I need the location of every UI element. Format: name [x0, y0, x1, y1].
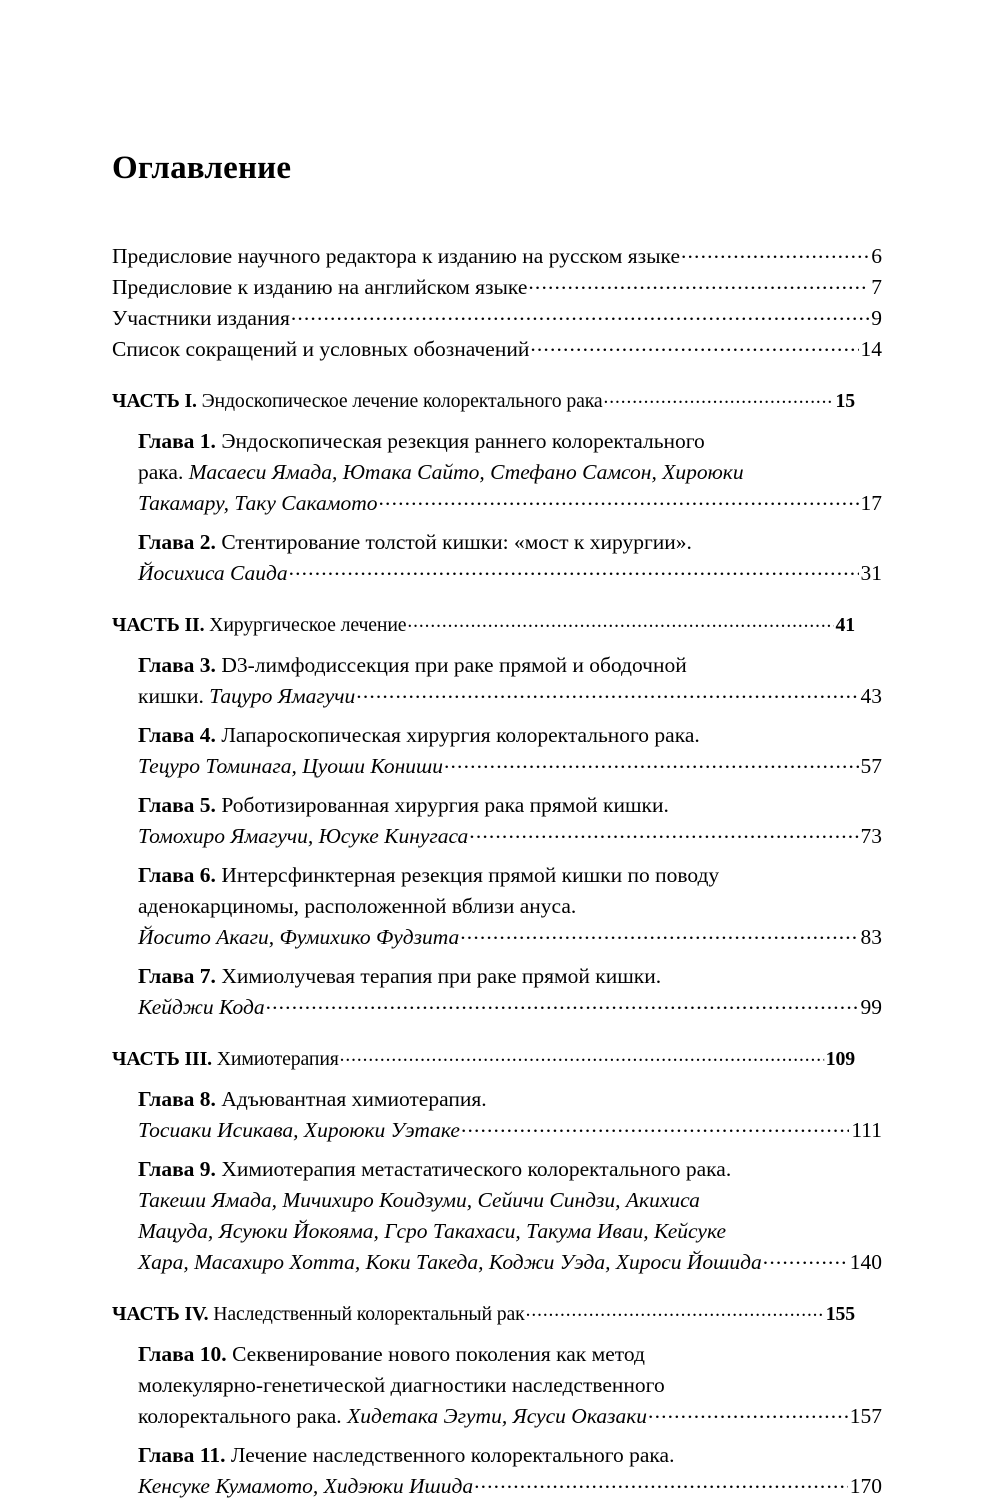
toc-chapter-entry[interactable] — [138, 426, 882, 519]
dot-leader — [603, 387, 833, 408]
toc-chapter-entry[interactable] — [138, 860, 882, 953]
toc-line — [112, 610, 855, 641]
toc-line — [112, 386, 855, 417]
entry-title: Лечение наследственного колоректального рака. — [230, 1443, 675, 1468]
entry-label: Глава 10. — [138, 1342, 227, 1367]
toc-line-with-page — [138, 1115, 882, 1146]
entry-label: Глава 7. — [138, 964, 216, 989]
toc-line — [112, 272, 882, 303]
entry-title: Участники издания — [112, 306, 290, 331]
toc-line-text — [138, 821, 468, 852]
page-number: 155 — [825, 1303, 856, 1326]
toc-front-matter-entry[interactable] — [112, 334, 882, 365]
entry-authors: Хидетака Эгути, Ясуси Оказаки — [347, 1404, 648, 1429]
dot-leader — [469, 822, 858, 844]
toc-line-text — [112, 610, 406, 641]
entry-title: Лапароскопическая хирургия колоректального рака. — [221, 723, 700, 748]
toc-line — [138, 1115, 882, 1146]
toc-line — [138, 1339, 882, 1370]
toc-chapter-entry[interactable] — [138, 720, 882, 782]
entry-label: Глава 4. — [138, 723, 216, 748]
dot-leader — [681, 242, 869, 264]
dot-leader — [461, 1116, 849, 1138]
toc-line-text — [112, 303, 290, 334]
toc-chapter-entry[interactable] — [138, 650, 882, 712]
entry-title: Роботизированная хирургия рака прямой кишки. — [221, 793, 669, 818]
entry-label: Глава 6. — [138, 863, 216, 888]
toc-line — [138, 860, 882, 891]
toc-line-text — [138, 922, 459, 953]
page-number: 31 — [860, 561, 882, 586]
entry-title: колоректального рака. — [138, 1404, 342, 1429]
entry-title: молекулярно-генетической диагностики наследственного — [138, 1373, 665, 1398]
toc-line — [138, 681, 882, 712]
page-number: 9 — [871, 306, 882, 331]
entry-title: Эндоскопическая резекция раннего колоректального — [221, 429, 705, 454]
page-number: 57 — [860, 754, 882, 779]
toc-front-matter-entry[interactable] — [112, 241, 882, 272]
toc-line-text — [138, 558, 288, 589]
entry-authors: Тецуро Томинага, Цуоши Кониши — [138, 754, 443, 779]
entry-title: аденокарциномы, расположенной вблизи ануса. — [138, 894, 577, 919]
toc-line-text — [138, 1471, 473, 1502]
entry-authors: Кенсуке Кумамото, Хидэюки Ишида — [138, 1474, 474, 1499]
entry-authors: Масаеси Ямада, Ютака Сайто, Стефано Самсон, Хироюки — [188, 460, 744, 485]
entry-label: Глава 3. — [138, 653, 216, 678]
dot-leader — [763, 1248, 848, 1270]
toc-line-with-page — [138, 681, 882, 712]
page-title: Оглавление — [112, 150, 292, 186]
toc-line-text — [138, 1115, 460, 1146]
toc-line — [112, 1299, 855, 1330]
entry-label: ЧАСТЬ I. — [112, 390, 197, 413]
toc-entry-list — [112, 241, 882, 1502]
toc-chapter-entry[interactable] — [138, 1084, 882, 1146]
toc-line-text — [138, 488, 378, 519]
toc-line-with-page — [138, 1401, 882, 1432]
page-number: 43 — [860, 684, 882, 709]
page-number: 6 — [871, 244, 882, 269]
toc-chapter-entry[interactable] — [138, 527, 882, 589]
page-number: 7 — [871, 275, 882, 300]
entry-authors: Томохиро Ямагучи, Юсуке Кинугаса — [138, 824, 469, 849]
toc-line-with-page — [112, 334, 882, 365]
dot-leader — [356, 682, 858, 704]
entry-authors: Хара, Масахиро Хотта, Коки Такеда, Коджи Уэда, Хироси Йошида — [138, 1250, 762, 1275]
toc-line-with-page — [138, 1471, 882, 1502]
page-number: 140 — [849, 1250, 882, 1275]
toc-line — [138, 1471, 882, 1502]
page-number: 14 — [860, 337, 882, 362]
entry-title: Хирургическое лечение — [209, 614, 407, 637]
toc-line-text — [138, 1247, 762, 1278]
entry-label: ЧАСТЬ IV. — [112, 1303, 209, 1326]
toc-line — [138, 891, 882, 922]
entry-label: Глава 11. — [138, 1443, 226, 1468]
toc-part-heading[interactable] — [112, 386, 855, 417]
entry-title: Предисловие к изданию на английском языке — [112, 275, 528, 300]
toc-line — [112, 303, 882, 334]
toc-line-with-page — [138, 821, 882, 852]
toc-line — [138, 1154, 882, 1185]
entry-authors: Такамару, Таку Сакамото — [138, 491, 378, 516]
toc-line — [138, 922, 882, 953]
entry-title: Эндоскопическое лечение колоректального рака — [201, 390, 603, 413]
entry-title: Адъювантная химиотерапия. — [221, 1087, 487, 1112]
page-number: 157 — [849, 1404, 882, 1429]
toc-part-heading[interactable] — [112, 1299, 855, 1330]
entry-authors: Йосихиса Саида — [138, 561, 288, 586]
toc-line — [138, 720, 882, 751]
toc-line — [112, 1044, 855, 1075]
toc-front-matter-entry[interactable] — [112, 303, 882, 334]
toc-line-with-page — [138, 558, 882, 589]
toc-line-text — [138, 751, 443, 782]
entry-label: Глава 8. — [138, 1087, 216, 1112]
page-number: 111 — [851, 1118, 882, 1143]
entry-label: Глава 9. — [138, 1157, 216, 1182]
toc-line-with-page — [112, 1044, 855, 1075]
entry-label: Глава 1. — [138, 429, 216, 454]
dot-leader — [526, 1300, 824, 1321]
toc-line-text — [112, 334, 529, 365]
entry-label: Глава 2. — [138, 530, 216, 555]
dot-leader — [266, 993, 859, 1015]
page-number: 17 — [860, 491, 882, 516]
toc-line-text — [138, 992, 265, 1023]
entry-title: Предисловие научного редактора к изданию на русском языке — [112, 244, 680, 269]
toc-line-text — [112, 241, 680, 272]
page-number: 170 — [849, 1474, 882, 1499]
toc-line — [138, 1247, 882, 1278]
entry-title: Химиотерапия метастатического колоректального рака. — [221, 1157, 732, 1182]
entry-authors: Такеши Ямада, Мичихиро Коидзуми, Сейичи Синдзи, Акихиса — [138, 1188, 700, 1213]
toc-line — [138, 1370, 882, 1401]
dot-leader — [289, 559, 859, 581]
entry-authors: Кейджи Кода — [138, 995, 265, 1020]
toc-line-with-page — [112, 241, 882, 272]
toc-line-with-page — [112, 272, 882, 303]
toc-chapter-entry[interactable] — [138, 790, 882, 852]
toc-line — [138, 558, 882, 589]
toc-line-text — [138, 681, 355, 712]
toc-line — [138, 1216, 882, 1247]
toc-chapter-entry[interactable] — [138, 1154, 882, 1278]
entry-title: Секвенирование нового поколения как метод — [232, 1342, 645, 1367]
toc-line-text — [112, 272, 527, 303]
entry-authors: Мацуда, Ясуюки Йокояма, Гсро Такахаси, Такума Иваи, Кейсуке — [138, 1219, 727, 1244]
entry-authors: Тосиаки Исикава, Хироюки Уэтаке — [138, 1118, 460, 1143]
page-number: 73 — [860, 824, 882, 849]
page-number: 99 — [860, 995, 882, 1020]
entry-title: Химиолучевая терапия при раке прямой кишки. — [221, 964, 662, 989]
toc-part-heading[interactable] — [112, 610, 855, 641]
toc-line — [138, 457, 882, 488]
toc-line-with-page — [138, 1247, 882, 1278]
entry-authors: Йосито Акаги, Фумихико Фудзита — [138, 925, 460, 950]
toc-line-with-page — [138, 488, 882, 519]
entry-label: Глава 5. — [138, 793, 216, 818]
entry-title: Стентирование толстой кишки: «мост к хирургии». — [221, 530, 692, 555]
toc-part-heading[interactable] — [112, 1044, 855, 1075]
toc-line-with-page — [112, 303, 882, 334]
dot-leader — [530, 335, 858, 357]
toc-line — [138, 1084, 882, 1115]
entry-title: кишки. — [138, 684, 204, 709]
toc-line — [138, 1440, 882, 1471]
toc-line-with-page — [138, 992, 882, 1023]
toc-line-text — [112, 1299, 525, 1330]
entry-title: Интерсфинктерная резекция прямой кишки по поводу — [221, 863, 720, 888]
toc-chapter-entry[interactable] — [138, 1339, 882, 1432]
toc-line — [138, 821, 882, 852]
dot-leader — [379, 489, 859, 511]
toc-line — [138, 1401, 882, 1432]
toc-front-matter-entry[interactable] — [112, 272, 882, 303]
toc-line — [112, 241, 882, 272]
toc-line-text — [112, 386, 603, 417]
toc-line-with-page — [112, 386, 855, 417]
page-number: 83 — [860, 925, 882, 950]
entry-title: D3-лимфодиссекция при раке прямой и ободочной — [221, 653, 687, 678]
entry-label: ЧАСТЬ III. — [112, 1048, 212, 1071]
entry-title: Химиотерапия — [216, 1048, 339, 1071]
toc-line-text — [138, 1401, 647, 1432]
dot-leader — [340, 1045, 824, 1066]
toc-line — [138, 992, 882, 1023]
toc-line-with-page — [138, 922, 882, 953]
page-number: 41 — [835, 614, 856, 637]
dot-leader — [648, 1402, 848, 1424]
dot-leader — [407, 611, 833, 632]
dot-leader — [474, 1472, 848, 1494]
toc-line — [138, 527, 882, 558]
dot-leader — [528, 273, 869, 295]
toc-line-with-page — [112, 1299, 855, 1330]
toc-line — [138, 961, 882, 992]
dot-leader — [460, 923, 858, 945]
toc-line — [138, 650, 882, 681]
entry-label: ЧАСТЬ II. — [112, 614, 205, 637]
page-number: 15 — [835, 390, 856, 413]
toc-line — [138, 751, 882, 782]
toc-line — [138, 488, 882, 519]
toc-line-text — [112, 1044, 339, 1075]
toc-line — [138, 1185, 882, 1216]
entry-title: Список сокращений и условных обозначений — [112, 337, 530, 362]
toc-line — [138, 790, 882, 821]
entry-title: рака. — [138, 460, 184, 485]
toc-chapter-entry[interactable] — [138, 961, 882, 1023]
toc-line — [112, 334, 882, 365]
toc-line — [138, 426, 882, 457]
entry-title: Наследственный колоректальный рак — [213, 1303, 525, 1326]
toc-line-with-page — [138, 751, 882, 782]
toc-line-with-page — [112, 610, 855, 641]
entry-authors: Тацуро Ямагучи — [209, 684, 356, 709]
dot-leader — [291, 304, 869, 326]
page-number: 109 — [825, 1048, 856, 1071]
dot-leader — [444, 752, 859, 774]
toc-chapter-entry[interactable] — [138, 1440, 882, 1502]
